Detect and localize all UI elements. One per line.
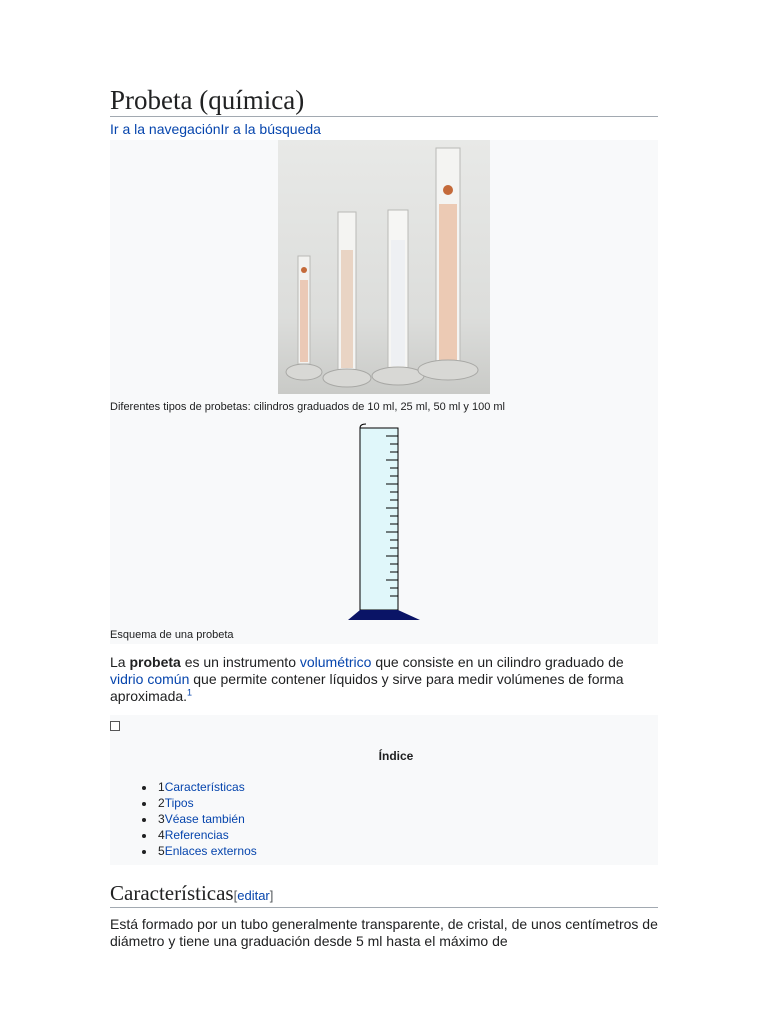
jump-to-navigation-link[interactable]: Ir a la navegación	[110, 121, 221, 138]
cylinder-10ml	[286, 256, 322, 380]
intro-text-3: que consiste en un cilindro graduado de	[371, 654, 624, 671]
intro-paragraph	[110, 654, 658, 705]
toc-item[interactable]: • 3Véase también	[156, 811, 658, 827]
toc-link-tipos[interactable]: Tipos	[164, 796, 194, 811]
intro-bold-term: probeta	[129, 654, 181, 671]
toc-title: Índice	[378, 749, 414, 764]
toc-item[interactable]: • 2Tipos	[156, 795, 658, 811]
page-title: Probeta (química)	[110, 84, 658, 117]
volumetrico-link[interactable]: volumétrico	[299, 654, 372, 671]
graduated-cylinder-diagram[interactable]	[348, 422, 420, 622]
figure-caption-schema: Esquema de una probeta	[110, 629, 234, 642]
graduated-cylinders-photo[interactable]	[278, 140, 490, 394]
toc-link-caracteristicas[interactable]: Características	[164, 780, 245, 795]
toc-item[interactable]: • 4Referencias	[156, 827, 658, 843]
intro-text-2: es un instrumento	[180, 654, 300, 671]
vidrio-comun-link[interactable]: vidrio común	[110, 671, 190, 688]
toc-list	[134, 779, 658, 859]
section-paragraph: Está formado por un tubo generalmente transparente, de cristal, de unos centímetros de diámetro y tiene una graduación desde 5 ml hasta el máximo de	[110, 915, 658, 949]
jump-links	[110, 121, 658, 138]
cylinder-base	[348, 610, 420, 620]
article	[110, 84, 658, 950]
edit-section-link[interactable]: editar	[237, 888, 270, 904]
intro-text-1: La	[110, 654, 130, 671]
intro-text-4: que permite contener líquidos y sirve para medir volúmenes de forma aproximada.	[110, 671, 624, 705]
thumbnail-figures	[110, 140, 658, 644]
toc-toggle-checkbox[interactable]	[110, 721, 120, 731]
cylinder-25ml	[323, 212, 371, 387]
toc-item[interactable]: • 5Enlaces externos	[156, 843, 658, 859]
jump-to-search-link[interactable]: Ir a la búsqueda	[220, 121, 321, 138]
edit-section: [editar]	[233, 888, 274, 904]
toc-link-enlaces-externos[interactable]: Enlaces externos	[164, 844, 257, 859]
cylinder-100ml	[418, 148, 478, 380]
reference-1-link[interactable]: 1	[187, 687, 193, 698]
toc-link-referencias[interactable]: Referencias	[164, 828, 229, 843]
toc-item[interactable]: • 1Características	[156, 779, 658, 795]
table-of-contents	[110, 715, 658, 865]
section-heading-caracteristicas: Características[editar]	[110, 881, 658, 907]
toc-link-vease-tambien[interactable]: Véase también	[164, 812, 245, 827]
figure-caption-cylinders: Diferentes tipos de probetas: cilindros graduados de 10 ml, 25 ml, 50 ml y 100 ml	[110, 401, 505, 414]
cylinder-50ml	[372, 210, 424, 385]
